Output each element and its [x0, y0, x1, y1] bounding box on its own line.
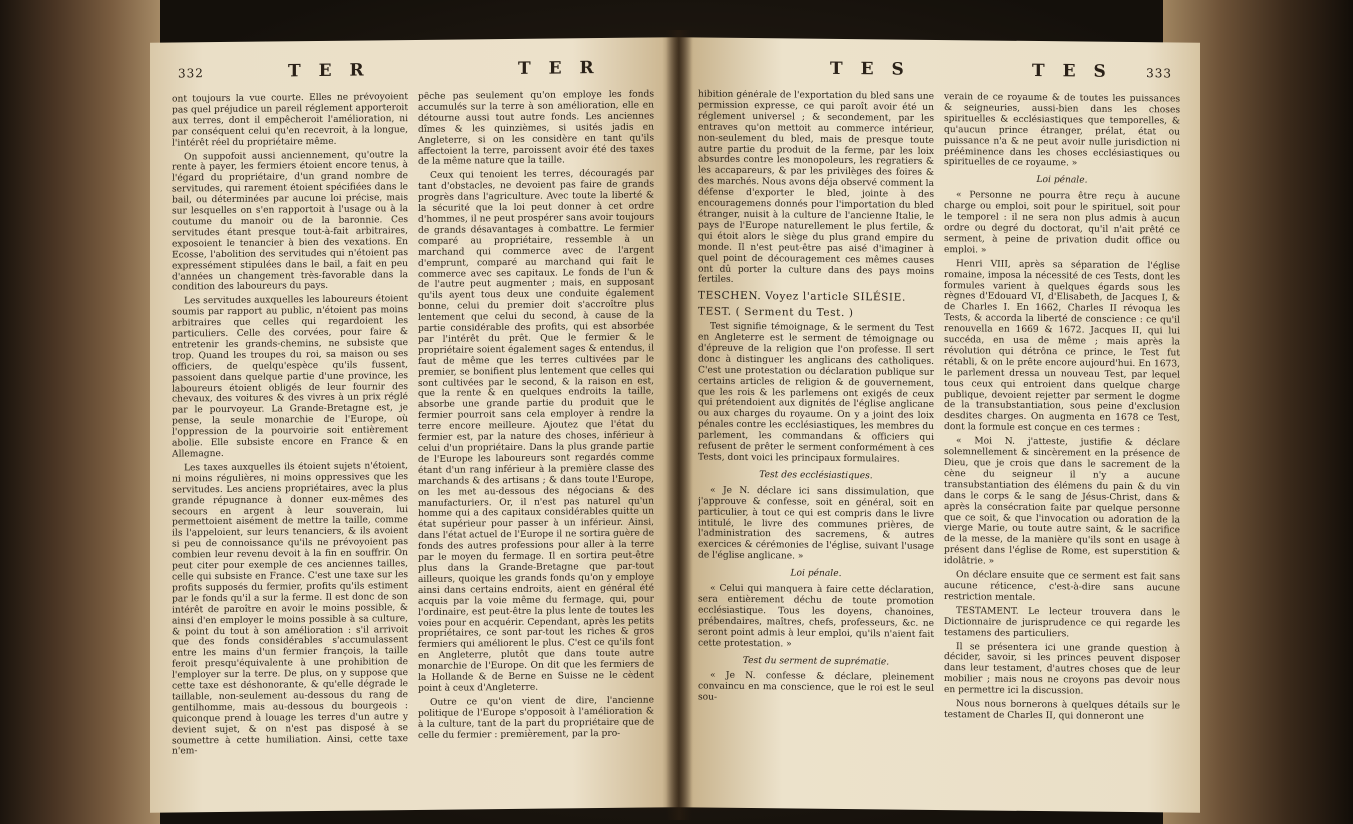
oath-text: « Personne ne pourra être reçu à aucune charge ou emploi, soit pour le spirituel, soit pour le temporel : il ne sera non plus admis à aucun ordre ou degré du doctorat, qu'il n'ait prêté ce serment, à peine de privation dudit office ou emploi. »: [944, 190, 1180, 256]
paragraph: « Celui qui manquera à faire cette déclaration, sera entièrement déchu de toute promotion ecclésiastique. Tous les doyens, chanoines, prébendaires, maîtres, chefs, professeurs, &c. ne seront point admis à leur emploi, qu'ils n'aient fait cette protestation. »: [698, 583, 934, 650]
book-gutter: [666, 30, 692, 820]
paragraph: Les taxes auxquelles ils étoient sujets n'étoient, ni moins régulières, ni moins oppressives que les servitudes. Les anciens propriétaires, avec la plus grande répugnance à donner eux-mêmes des secours en argent à leur souverain, lui permettoient aisément de mettre la taille, comme ils l'appeloient, sur leurs tenanciers, & ils avoient si peu de connoissance qu'ils ne prévoyoient pas combien leur revenu devoit à la fin en souffrir. On peut citer pour exemple de ces anciennes tailles, celle qui subsiste en France. C'est une taxe sur les profits supposés du fermier, profits qu'ils estiment par le fonds qu'il a sur la ferme. Il est donc de son intérêt de paroître en avoir le moins possible, & ainsi d'en employer le moins possible à sa culture, & point du tout à son amélioration : s'il arrivoit que des fonds considérables s'accumulassent entre les mains d'un fermier françois, la taille feroit presqu'équivalente à une prohibition de l'employer sur la terre. De plus, on y suppose que cette taxe est déshonorante, & qu'elle dégrade le taillable, non-seulement au-dessous du rang de gentilhomme, mais au-dessous du bourgeois : quiconque prend à louage les terres d'un autre y devient sujet, & on n'est pas disposé à se soumettre à cette humiliation. Ainsi, cette taxe n'em-: [172, 460, 408, 758]
left-running-head-2: T E R: [518, 58, 600, 79]
paragraph: On suppofoit aussi anciennement, qu'outre la rente à payer, les fermiers étoient encore tenus, à l'égard du propriétaire, d'un grand nombre de servitudes, qui rarement étoient spécifiées dans le bail, ou déterminées par aucune loi précise, mais sur lesquelles on s'en rapportoit à l'usage ou à la coutume du manoir ou de la baronnie. Ces servitudes étant presque tout-à-fait arbitraires, exposoient le tenancier à bien des vexations. En Ecosse, l'abolition des servitudes qui n'étoient pas expressément stipulées dans le bail, a fait en peu d'années un changement très-favorable dans la condition des laboureurs du pays.: [172, 149, 408, 293]
oath-text: « Je N. confesse & déclare, pleinement convaincu en ma conscience, que le roi est le seul sou-: [698, 671, 934, 703]
paragraph: Outre ce qu'on vient de dire, l'ancienne politique de l'Europe s'opposoit à l'amélioration & à la culture, tant de la part du propriétaire que de celle du fermier : premièrement, par la pro-: [418, 695, 654, 741]
paragraph: Il se présentera ici une grande question à décider, savoir, si les princes peuvent disposer dans leur testament, d'autres choses que de leur mobilier ; mais nous ne croyons pas devoir nous en permettre ici la discussion.: [944, 641, 1180, 697]
right-running-head-1: T E S: [830, 58, 910, 80]
entry-teschen: TESCHEN. Voyez l'article SILÉSIE.: [698, 289, 906, 304]
paragraph: Les servitudes auxquelles les laboureurs étoient soumis par rapport au public, n'étoient pas moins arbitraires que celles qui regardoient les particuliers. Celle des corvées, pour faire & entretenir les grands-chemins, ne subsiste que trop. Quand les troupes du roi, sa maison ou ses officiers, de quelqu'espèce qu'ils fussent, passoient dans quelque partie d'une province, les laboureurs étoient obligés de leur fournir des chevaux, des voitures & des vivres à un prix réglé par le pourvoyeur. La Grande-Bretagne est, je pense, la seule monarchie de l'Europe, où l'oppression de la pourvoirie soit entièrement abolie. Elle subsiste encore en France & en Allemagne.: [172, 294, 408, 460]
entry-test: TEST. ( Serment du Test. ): [698, 305, 854, 320]
left-running-head-1: T E R: [288, 60, 370, 82]
subheading: Test du serment de suprématie.: [742, 655, 890, 667]
left-page-header: [178, 56, 650, 89]
oath-text: « Moi N. j'atteste, justifie & déclare solemnellement & sincèrement en la présence de Dieu, que je crois que dans le sacrement de la cène du seigneur il n'y a aucune transubstantiation des élémens du pain & du vin dans le corps & le sang de Jésus-Christ, dans & après la consécration faite par quelque personne que ce soit, & que l'invocation ou adoration de la vierge Marie, ou toute autre saint, & le sacrifice de la messe, de la manière qu'ils sont en usage à présent dans l'église de Rome, est superstition & idolâtrie. »: [944, 436, 1180, 567]
paragraph: Ceux qui tenoient les terres, découragés par tant d'obstacles, ne devoient pas faire de grands progrès dans l'agriculture. Avec toute la liberté & la sécurité que la loi peut donner à cet ordre d'hommes, il ne peut prospérer sans avoir toujours de grands désavantages à combattre. Le fermier comparé au propriétaire, ressemble à un marchand qui commerce avec de l'argent d'emprunt, comparé au marchand qui fait le commerce avec ses capitaux. Le fonds de l'un & de l'autre peut augmenter ; mais, en supposant qu'ils ayent tous deux une conduite également bonne, celui du premier doit s'accroître plus lentement que celui du second, à cause de la partie considérable des profits, qui est absorbée par l'intérêt du prêt. Que le fermier & le propriétaire soient également sages & entendus, il faut de même que les terres cultivées par le premier, se bonifient plus lentement que celles qui sont cultivées par le second, & la raison en est, que la rente & en quelques endroits la taille, absorbe une grande partie du produit que le fermier pourroit sans cela employer à rendre la terre encore meilleure. Ajoutez que l'état du fermier est, par la nature des choses, inférieur à celui d'un propriétaire. Dans la plus grande partie de l'Europe les laboureurs sont regardés comme étant d'un rang inférieur à la première classe des marchands & des artisans ; & dans toute l'Europe, on les met au-dessous des négocians & des manufacturiers. Or, il n'est pas naturel qu'un homme qui a des capitaux considérables quitte un état supérieur pour passer à un inférieur. Ainsi, dans l'état actuel de l'Europe il ne sortira guère de fonds des autres professions pour aller à la terre par le moyen du fermage. Il en sortira peut-être plus dans la Grande-Bretagne que par-tout ailleurs, quoique les grands fonds qu'on y employe ainsi dans certains endroits, aient en général été acquis par la voie même du fermage, qui, pour l'ordinaire, est peut-être la plus lente de toutes les voies pour en acquérir. Cependant, après les petits propriétaires, ce sont par-tout les riches & gros fermiers qui améliorent le plus. C'est ce qu'ils font en Angleterre, plutôt que dans toute autre monarchie de l'Europe. On dit que les fermiers de la Hollande & de Berne en Suisse ne le cèdent point à ceux d'Angleterre.: [418, 168, 654, 694]
paragraph: verain de ce royaume & de toutes les puissances & seigneuries, aussi-bien dans les choses spirituelles & ecclésiastiques que temporelles, & qu'aucun prince étranger, prélat, état ou puissance n'a & ne peut avoir nulle jurisdiction ni prééminence dans les choses ecclésiastiques ou spirituelles de ce royaume. »: [944, 92, 1180, 169]
paragraph: hibition générale de l'exportation du bled sans une permission expresse, ce qui paroît avoir été un réglement universel ; & secondement, par les entraves qu'on mettoit au commerce intérieur, non-seulement du bled, mais de presque toute autre partie du produit de la ferme, par les loix absurdes contre les monopoleurs, les regratiers & les accapareurs, & par les privilèges des foires & des marchés. Nous avons déja observé comment la défense d'exporter le bled, jointe à des encouragemens donnés pour l'importation du bled étranger, nuisit à la culture de l'ancienne Italie, le pays de l'Europe naturellement le plus fertile, & qui étoit alors le siège du plus grand empire du monde. Il n'est peut-être pas aisé d'imaginer à quel point de découragement ces mêmes causes ont dû porter la culture dans des pays moins fertiles.: [698, 89, 934, 286]
paragraph: Henri VIII, après sa séparation de l'église romaine, imposa la nécessité de ces Tests, dont les formules varient à quelques égards sous les règnes d'Edouard VI, d'Elisabeth, de Jacques I, & de Charles I. En 1662, Charles II révoqua les Tests, & accorda la liberté de conscience : ce qu'il renouvella en 1669 & 1672. Jacques II, qui lui succéda, en usa de même ; mais après la révolution qui détrôna ce prince, le Test fut rétabli, & on le prête encore aujourd'hui. En 1673, le parlement dressa un nouveau Test, par lequel tous ceux qui entroient dans quelque charge publique, devoient rejetter par serment le dogme de la transubstantiation, sous peine d'exclusion desdites charges. On augmenta en 1678 ce Test, dont la formule est conçue en ces termes :: [944, 258, 1180, 435]
right-page: [678, 37, 1200, 812]
left-page: [150, 37, 678, 813]
left-fore-edge: [0, 0, 160, 824]
subheading: Test des ecclésiastiques.: [759, 470, 873, 482]
subheading: Loi pénale.: [790, 568, 842, 580]
right-page-header: [706, 56, 1172, 89]
right-running-head-2: T E S: [1032, 60, 1112, 82]
paragraph: On déclare ensuite que ce serment est fait sans aucune réticence, c'est-à-dire sans aucune restriction mentale.: [944, 570, 1180, 603]
paragraph: ont toujours la vue courte. Elles ne prévoyoient pas quel préjudice un pareil réglement apporteroit aux terres, dont il empêcheroit l'amélioration, ni par conséquent celui qu'en recevroit, à la longue, l'intérêt réel du propriétaire même.: [172, 92, 408, 149]
right-page-column-2: [944, 92, 1180, 804]
subheading: Loi pénale.: [1036, 175, 1088, 186]
left-page-column-1: [172, 92, 408, 804]
right-page-column-1: [698, 89, 934, 801]
oath-text: « Je N. déclare ici sans dissimulation, que j'approuve & confesse, soit en général, soit en particulier, à tout ce qui est compris dans le livre intitulé, le livre des communes prières, de l'administration des sacremens, & autres exercices & cérémonies de l'église, suivant l'usage de l'église anglicane. »: [698, 485, 934, 562]
left-page-column-2: [418, 89, 654, 801]
right-page-number: 333: [1146, 66, 1172, 81]
left-page-number: 332: [178, 66, 204, 81]
paragraph: Nous nous bornerons à quelques détails sur le testament de Charles II, qui donneront une: [944, 699, 1180, 723]
entry-testament: TESTAMENT. Le lecteur trouvera dans le Dictionnaire de jurisprudence ce qui regarde les testamens des particuliers.: [944, 605, 1180, 639]
paragraph: pêche pas seulement qu'on employe les fonds accumulés sur la terre à son amélioration, elle en détourne aussi tout autre fonds. Les anciennes dîmes & les quinzièmes, si usités jadis en Angleterre, si on les considère en tant qu'ils affectoient la terre, paroissent avoir été des taxes de la même nature que la taille.: [418, 89, 654, 168]
paragraph: Test signifie témoignage, & le serment du Test en Angleterre est le serment de témoignage ou d'épreuve de la religion que l'on professe. Il sert donc à distinguer les anglicans des catholiques. C'est une protestation ou déclaration publique sur certains articles de religion & de gouvernement, que les rois & les parlemens ont exigés de ceux qui prétendoient aux dignités de l'église anglicane ou aux charges du royaume. On y a joint des loix pénales contre les ecclésiastiques, les membres du parlement, les commandans & officiers qui refusent de prêter le serment conformément à ces Tests, dont voici les principaux formulaires.: [698, 321, 934, 465]
